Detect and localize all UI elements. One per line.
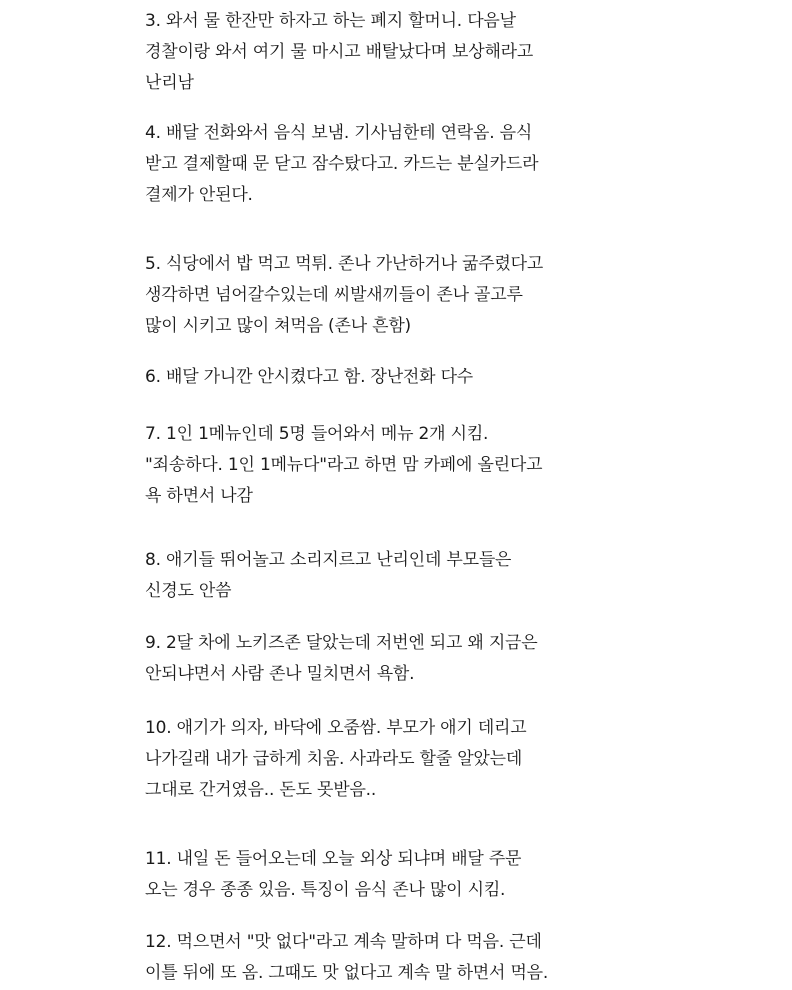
- text-line: 경찰이랑 와서 여기 물 마시고 배탈났다며 보상해라고: [145, 42, 534, 62]
- list-item-12: [145, 927, 745, 989]
- text-line: 3. 와서 물 한잔만 하자고 하는 폐지 할머니. 다음날: [145, 11, 516, 31]
- list-item-5: [145, 249, 745, 342]
- list-item-3: [145, 6, 745, 99]
- text-line: 안되냐면서 사람 존나 밀치면서 욕함.: [145, 664, 415, 684]
- text-line: 그대로 간거였음.. 돈도 못받음..: [145, 780, 377, 800]
- list-item-10: [145, 713, 745, 806]
- list-item-7: [145, 419, 745, 512]
- list-item-6: [145, 362, 745, 393]
- text-line: 난리남: [145, 73, 194, 93]
- list-item-8: [145, 545, 745, 607]
- list-item-11: [145, 844, 745, 906]
- list-item-4: [145, 118, 745, 211]
- text-line: 6. 배달 가니깐 안시켰다고 함. 장난전화 다수: [145, 367, 474, 387]
- list-item-9: [145, 628, 745, 690]
- text-line: 많이 시키고 많이 쳐먹음 (존나 흔함): [145, 316, 411, 336]
- text-line: 8. 애기들 뛰어놀고 소리지르고 난리인데 부모들은: [145, 550, 512, 570]
- text-line: 결제가 안된다.: [145, 185, 253, 205]
- text-line: 생각하면 넘어갈수있는데 씨발새끼들이 존나 골고루: [145, 285, 523, 305]
- text-line: 5. 식당에서 밥 먹고 먹튀. 존나 가난하거나 굶주렸다고: [145, 254, 544, 274]
- text-line: 11. 내일 돈 들어오는데 오늘 외상 되냐며 배달 주문: [145, 849, 522, 869]
- text-line: 욕 하면서 나감: [145, 486, 253, 506]
- text-line: 10. 애기가 의자, 바닥에 오줌쌈. 부모가 애기 데리고: [145, 718, 527, 738]
- text-line: 받고 결제할때 문 닫고 잠수탔다고. 카드는 분실카드라: [145, 154, 539, 174]
- text-line: 7. 1인 1메뉴인데 5명 들어와서 메뉴 2개 시킴.: [145, 424, 489, 444]
- text-line: 이틀 뒤에 또 옴. 그때도 맛 없다고 계속 말 하면서 먹음.: [145, 963, 549, 983]
- text-line: 신경도 안씀: [145, 581, 232, 601]
- text-line: "죄송하다. 1인 1메뉴다"라고 하면 맘 카페에 올린다고: [145, 455, 543, 475]
- text-line: 12. 먹으면서 "맛 없다"라고 계속 말하며 다 먹음. 근데: [145, 932, 542, 952]
- text-line: 나가길래 내가 급하게 치움. 사과라도 할줄 알았는데: [145, 749, 523, 769]
- text-line: 오는 경우 종종 있음. 특징이 음식 존나 많이 시킴.: [145, 880, 506, 900]
- text-line: 4. 배달 전화와서 음식 보냄. 기사님한테 연락옴. 음식: [145, 123, 533, 143]
- text-line: 9. 2달 차에 노키즈존 달았는데 저번엔 되고 왜 지금은: [145, 633, 538, 653]
